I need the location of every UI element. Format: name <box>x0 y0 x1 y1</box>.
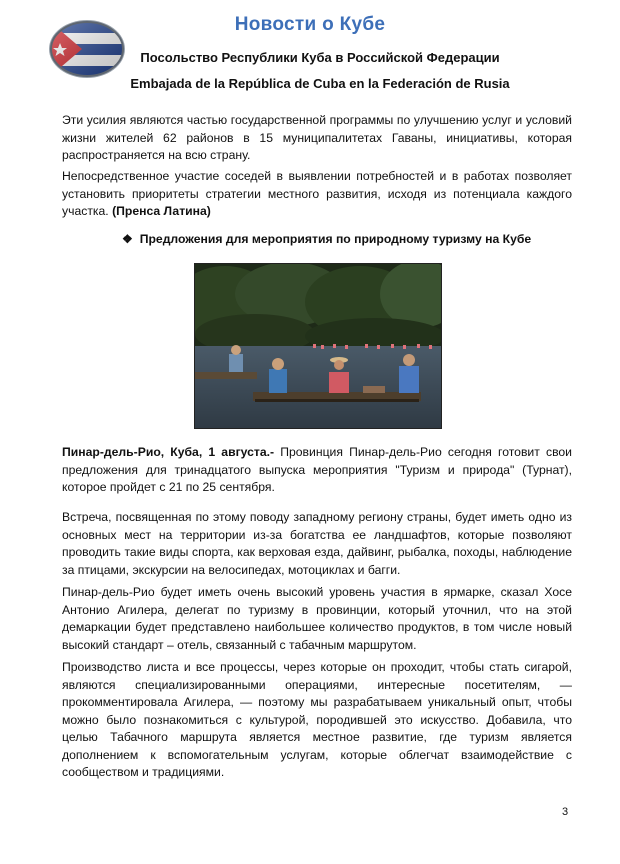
paragraph-neighbors <box>62 168 572 221</box>
article-heading-text: Предложения для мероприятия по природному туризму на Кубе <box>139 232 532 246</box>
paragraph-meeting: Встреча, посвященная по этому поводу западному региону страны, будет иметь одно из основных мест на территории из-за богатства ее ландшафтов, которые позволяют проводить такие виды спорта, как верховая езда, дайвинг, рыбалка, походы, наблюдение за птицами, экскурсии на велосипедах, мотоциклах и багги. <box>62 510 572 577</box>
dateline: Пинар-дель-Рио, Куба, 1 августа.- <box>62 445 275 459</box>
page-title: Новости о Кубе <box>234 14 386 35</box>
paragraph-turnat <box>62 444 572 497</box>
page-number: 3 <box>562 806 569 818</box>
diamond-bullet-icon: ❖ <box>122 232 133 246</box>
embassy-name-es: Embajada de la República de Cuba en la Federación de Rusia <box>130 76 510 91</box>
source-credit: (Пренса Латина) <box>112 204 211 218</box>
paragraph-turnat-text: Провинция Пинар-дель-Рио сегодня готовит свои предложения для тринадцатого выпуска мероприятия "Туризм и природа" (Турнат), которое пройдет с 21 по 25 сентября. <box>62 445 572 494</box>
cuba-flag-logo-icon <box>48 18 126 80</box>
paragraph-tobacco-route: Производство листа и все процессы, через которые он проходит, чтобы стать сигарой, являются специализированными операциями, интересные посетителям, — прокомментировала Агилера, — поэтому мы разрабатываем уникальный опыт, чтобы можно было познакомиться с культурой, породившей это искусство. Добавила, что целью Табачного маршрута является местное развитие, где туризм является дополнением к вспомогательным услугам, которые облегчат взаимодействие с сообществом и традициями. <box>62 660 572 779</box>
paragraph-neighbors-text: Непосредственное участие соседей в выявлении потребностей и в работах позволяет установить приоритеты стратегии местного развития, исходя из потенциала каждого участка. <box>62 169 572 218</box>
article-heading <box>122 232 582 246</box>
boats-on-lagoon-photo <box>194 263 442 429</box>
embassy-name-ru: Посольство Республики Куба в Российской Федерации <box>140 50 500 65</box>
document-header <box>0 0 620 100</box>
paragraph-program: Эти усилия являются частью государственной программы по улучшению услуг и условий жизни жителей 62 районов в 15 муниципалитетах Гаваны, инициативы, которая распространяется на всю страну. <box>62 113 572 162</box>
paragraph-aguilera: Пинар-дель-Рио будет иметь очень высокий уровень участия в ярмарке, сказал Хосе Антонио Агилера, делегат по туризму в провинции, который уточнил, что на этой демаркации будет представлено наибольшее количество продуктов, в том числе новый высокий стандарт – отель, связанный с табачным маршрутом. <box>62 585 572 652</box>
